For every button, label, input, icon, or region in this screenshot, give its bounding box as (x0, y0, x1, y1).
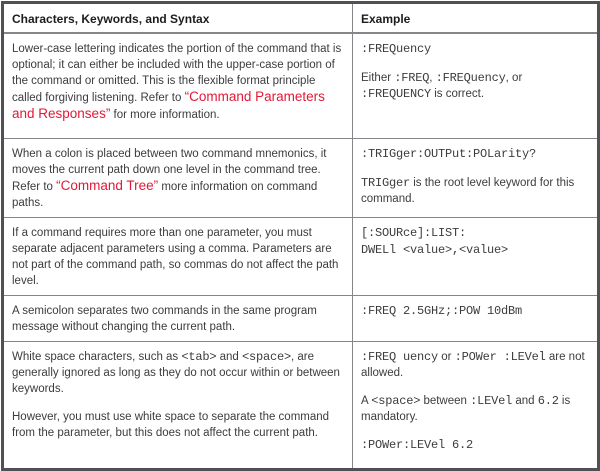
description-paragraph (12, 41, 344, 123)
code-segment: :LEVel (470, 393, 513, 408)
column-header-syntax: Characters, Keywords, and Syntax (3, 3, 353, 34)
description-cell (3, 33, 353, 138)
table-row-semicolon (3, 295, 599, 341)
code-segment: :FREQuency (435, 71, 506, 85)
text-segment: However, you must use white space to separate the command from the parameter, but this does not affect the current path. (12, 410, 330, 439)
description-cell (3, 341, 353, 469)
text-segment: White space characters, such as (12, 350, 182, 363)
text-segment: or (438, 350, 455, 363)
text-segment: between (420, 394, 471, 407)
link-command-parameters-and-responses[interactable]: “Command Parameters and Responses” (12, 89, 325, 121)
code-segment: :FREQ uency (361, 349, 439, 364)
example-note (361, 393, 589, 425)
code-snippet: :TRIGger:OUTPut:POLarity? (361, 146, 537, 161)
text-segment: and (216, 350, 242, 363)
text-segment: , or (505, 72, 523, 84)
code-segment: :FREQ (394, 71, 430, 85)
description-paragraph (12, 225, 344, 289)
table-row-comma (3, 217, 599, 295)
description-cell (3, 138, 353, 217)
text-segment: are not allowed. (361, 350, 585, 379)
table-row-lowercase-lettering (3, 33, 599, 138)
code-snippet: DWELl <value>,<value> (361, 242, 509, 257)
text-segment: Either (361, 72, 395, 84)
code-segment: :POWer :LEVel (454, 349, 546, 364)
code-segment: TRIGger (361, 175, 411, 190)
description-paragraph (12, 303, 344, 335)
text-segment: If a command requires more than one parameter, you must separate adjacent parameters using a comma. Parameters are not part of the command path, so commas do not affect the path level. (12, 226, 339, 287)
example-note (361, 175, 589, 207)
code-segment: 6.2 (537, 393, 559, 408)
link-command-tree[interactable]: “Command Tree” (56, 177, 159, 193)
code-segment: <space> (371, 393, 421, 408)
example-cell (353, 33, 599, 138)
text-segment: A semicolon separates two commands in the same program message without changing the current path. (12, 304, 317, 333)
command-syntax-table (1, 1, 600, 471)
table-row-white-space (3, 341, 599, 469)
text-segment: , (429, 72, 436, 84)
text-segment: A (361, 394, 372, 407)
text-segment: is the root level keyword for this command. (361, 176, 575, 205)
code-segment: <space> (241, 349, 291, 364)
example-cell (353, 138, 599, 217)
code-snippet: :POWer:LEVel 6.2 (361, 437, 474, 452)
code-snippet: [:SOURce]:LIST: (361, 225, 467, 240)
text-segment: is correct. (431, 88, 485, 100)
description-paragraph (12, 146, 344, 211)
example-cell (353, 217, 599, 295)
header-row (3, 3, 599, 34)
text-segment: is mandatory. (361, 394, 571, 423)
text-segment: more information on command paths. (12, 180, 318, 209)
example-note (361, 349, 589, 381)
text-segment: , are generally ignored as long as they do not occur within or between keywords. (12, 350, 340, 395)
column-header-example: Example (353, 3, 599, 34)
code-segment: :FREQUENCY (361, 87, 432, 101)
description-cell (3, 295, 353, 341)
text-segment: and (512, 394, 538, 407)
example-cell (353, 295, 599, 341)
description-paragraph (12, 409, 344, 441)
example-note (361, 70, 589, 102)
text-segment: When a colon is placed between two command mnemonics, it moves the current path down one level in the command tree. Refer to (12, 147, 327, 193)
text-segment: Lower-case lettering indicates the portion of the command that is optional; it can either be included with the upper-case portion of the command or omitted. This is the flexible format principle called forgiving listening. Refer to (12, 43, 342, 104)
text-segment: for more information. (110, 109, 220, 121)
table-row-colon (3, 138, 599, 217)
code-snippet: :FREQ 2.5GHz;:POW 10dBm (361, 303, 523, 318)
code-segment: <tab> (181, 349, 217, 364)
code-snippet: :FREQuency (361, 42, 432, 56)
description-cell (3, 217, 353, 295)
example-cell (353, 341, 599, 469)
description-paragraph (12, 349, 344, 397)
